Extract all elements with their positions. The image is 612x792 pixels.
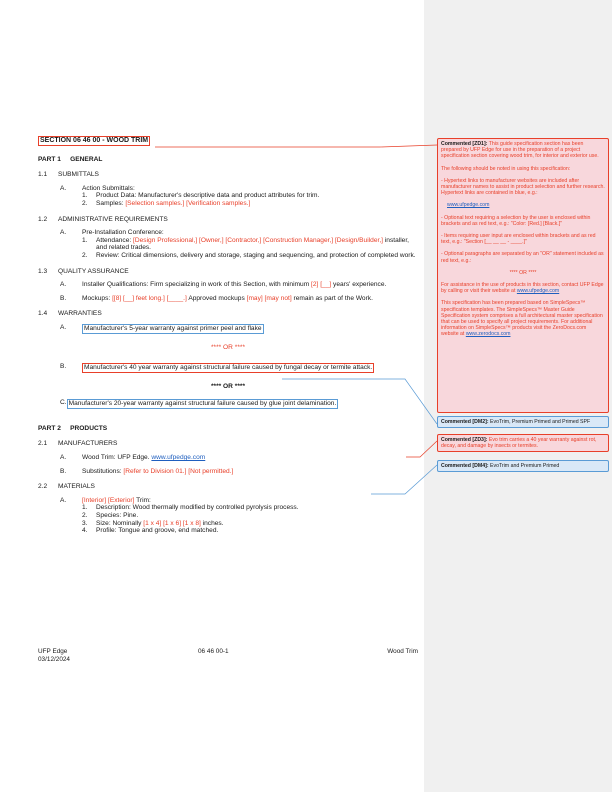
comment-zd1[interactable]: [437, 138, 609, 413]
paragraph-letter: B.: [60, 294, 67, 302]
subparagraph-text: installer, and related trades.: [96, 236, 410, 252]
document-body: [38, 136, 418, 535]
subparagraph: [38, 520, 418, 528]
paragraph-1-3-a: [38, 281, 418, 289]
comment-or-example: **** OR ****: [509, 269, 537, 276]
comment-text: - Hypertext links to manufacturer websites are included after manufacturer names to assist in product selection and further research. Hypertext links are contained in blue, e.g.:: [441, 177, 605, 197]
option-text[interactable]: [1 x 4] [1 x 6] [1 x 8]: [143, 519, 201, 527]
comment-text: - Items requiring user input are enclosed within brackets and as red text, e.g.: "Section [__ __ __ - ____.]": [441, 233, 596, 246]
paragraph-text: remain as part of the Work.: [291, 294, 373, 302]
article-1-3: [38, 268, 418, 276]
paragraph-text: Action Submittals:: [82, 184, 135, 192]
paragraph-letter: A.: [60, 323, 67, 331]
comment-dm4[interactable]: [437, 460, 609, 472]
subparagraph: [38, 200, 418, 208]
subparagraph: [38, 504, 418, 512]
comment-zd3[interactable]: [437, 434, 609, 452]
or-separator: **** OR ****: [210, 343, 246, 351]
paragraph-text: years' experience.: [331, 281, 387, 289]
paragraph-2-1-b: [38, 468, 418, 476]
article-1-2: [38, 216, 418, 224]
commented-text-dm4[interactable]: Manufacturer's 20-year warranty against structural failure caused by glue joint delamination.: [68, 400, 337, 408]
paragraph-2-2-a: [38, 497, 418, 505]
subparagraph-text: Species: Pine.: [96, 512, 139, 520]
paragraph-1-4-a: [38, 324, 418, 334]
comment-text: - Optional text requiring a selection by the user is enclosed within brackets and as red text, e.g.: "Color: [Red.] [Black.]": [441, 214, 591, 227]
subparagraph-text: Description: Wood thermally modified by controlled pyrolysis process.: [96, 504, 299, 512]
page-footer: [38, 648, 418, 663]
part1-heading: [38, 156, 418, 164]
subparagraph: [38, 252, 418, 260]
subparagraph: [38, 192, 418, 200]
paragraph-letter: A.: [60, 496, 67, 504]
article-title: MANUFACTURERS: [58, 440, 118, 448]
article-number: 2.1: [38, 440, 48, 448]
option-text[interactable]: [Refer to Division 01.] [Not permitted.]: [123, 467, 234, 475]
subparagraph-number: 1.: [82, 236, 88, 244]
subparagraph-number: 2.: [82, 199, 88, 207]
article-number: 1.3: [38, 267, 48, 275]
comment-text: This specification has been prepared based on SimpleSpecs™ specification templates. The SimpleSpecs™ Master Guide Specification system comprises a full architectural master specification that can be used to specify all project requirements. For additional information on SimpleSpecs™ products visit the ZeroDocs.com website at: [441, 300, 603, 338]
subparagraph-text: Attendance:: [96, 236, 134, 244]
part1-title: GENERAL: [70, 155, 103, 163]
subparagraph-text: Product Data: Manufacturer's descriptive data and product attributes for trim.: [96, 192, 320, 200]
article-2-2: [38, 483, 418, 491]
article-number: 2.2: [38, 483, 48, 491]
paragraph-text: Mockups:: [82, 294, 113, 302]
paragraph-text: Approved mockups: [186, 294, 247, 302]
comment-text: This guide specification section has been prepared by UFP Edge for use in the preparation of a project specification section covering wood trim, for interior and exterior use.: [441, 141, 599, 160]
paragraph-1-4-b: [38, 363, 418, 373]
paragraph-1-2-a: [38, 229, 418, 237]
paragraph-letter: A.: [60, 184, 67, 192]
comment-text: - Optional paragraphs are separated by an "OR" statement included as red text, e.g.:: [441, 251, 604, 264]
subparagraph: [38, 527, 418, 535]
article-2-1: [38, 440, 418, 448]
paragraph-1-4-c: [38, 399, 418, 409]
comment-label: Commented [DM4]:: [441, 463, 489, 469]
option-text[interactable]: [may] [may not]: [246, 294, 292, 302]
paragraph-letter: B.: [60, 363, 67, 371]
comment-link[interactable]: www.ufpedge.com: [447, 202, 490, 209]
article-title: MATERIALS: [58, 483, 95, 491]
article-title: SUBMITTALS: [58, 171, 99, 179]
subparagraph-number: 1.: [82, 504, 88, 512]
paragraph-text: Substitutions:: [82, 467, 124, 475]
footer-company: UFP Edge: [38, 648, 68, 655]
paragraph-letter: A.: [60, 454, 67, 462]
paragraph-1-3-b: [38, 295, 418, 303]
section-title[interactable]: SECTION 06 46 00 - WOOD TRIM: [40, 137, 149, 144]
subparagraph: [38, 237, 418, 252]
comment-text: EvoTrim, Premium Primed and Primed SPF: [490, 419, 591, 425]
footer-section-title: Wood Trim: [387, 648, 418, 655]
comment-dm2[interactable]: [437, 416, 609, 428]
subparagraph-text: inches.: [200, 519, 224, 527]
paragraph-letter: A.: [60, 229, 67, 237]
comment-link[interactable]: www.zerodocs.com: [465, 331, 511, 338]
or-separator: **** OR ****: [210, 382, 246, 390]
option-text[interactable]: [Selection samples.] [Verification samples.]: [125, 199, 251, 207]
subparagraph-number: 2.: [82, 512, 88, 520]
commented-text-zd3[interactable]: Manufacturer's 40 year warranty against structural failure caused by fungal decay or termite attack.: [84, 364, 373, 372]
subparagraph-text: Samples:: [96, 199, 126, 207]
commented-text-dm2[interactable]: Manufacturer's 5-year warranty against primer peel and flake: [84, 324, 262, 332]
paragraph-text: Pre-Installation Conference:: [82, 229, 164, 237]
article-1-1: [38, 171, 418, 179]
comment-label: Commented [DM2]:: [441, 419, 489, 425]
footer-page-number: 06 46 00-1: [198, 648, 229, 655]
paragraph-letter: B.: [60, 467, 67, 475]
subparagraph-text: Review: Critical dimensions, delivery and storage, staging and sequencing, and protection of completed work.: [96, 251, 416, 259]
paragraph-1-1-a: [38, 185, 418, 193]
part2-number: PART 2: [38, 424, 61, 432]
article-number: 1.1: [38, 171, 48, 179]
option-text[interactable]: [2] [__]: [311, 281, 332, 289]
paragraph-letter: A.: [60, 281, 67, 289]
article-1-4: [38, 310, 418, 318]
comment-label: Commented [ZD1]:: [441, 141, 488, 147]
comment-text: EvoTrim and Premium Primed: [490, 463, 560, 469]
article-title: WARRANTIES: [58, 310, 102, 318]
part1-number: PART 1: [38, 155, 61, 163]
subparagraph-number: 1.: [82, 192, 88, 200]
paragraph-letter: C.: [60, 399, 67, 407]
paragraph-text: Trim:: [134, 496, 151, 504]
option-text[interactable]: [[8] [__] feet long.] [____.]: [112, 294, 187, 302]
paragraph-text: Installer Qualifications: Firm specializing in work of this Section, with minimum: [82, 281, 312, 289]
paragraph-text: Wood Trim: UFP Edge.: [82, 454, 152, 462]
article-title: QUALITY ASSURANCE: [58, 267, 129, 275]
article-number: 1.4: [38, 310, 48, 318]
comment-link[interactable]: www.ufpedge.com: [516, 288, 560, 295]
subparagraph: [38, 512, 418, 520]
article-title: ADMINISTRATIVE REQUIREMENTS: [58, 215, 168, 223]
comment-label: Commented [ZD3]:: [441, 437, 488, 443]
subparagraph-number: 4.: [82, 527, 88, 535]
article-number: 1.2: [38, 215, 48, 223]
comment-text: For assistance in the use of products in this section, contact UFP Edge by calling or visit their website at: [441, 282, 604, 295]
comment-text: Evo trim carries a 40 year warranty against rot, decay, and damage by insects or termites.: [441, 437, 597, 450]
subparagraph-number: 2.: [82, 251, 88, 259]
comment-text: The following should be noted in using this specification:: [441, 165, 571, 172]
option-text[interactable]: [Interior] [Exterior]: [82, 496, 135, 504]
footer-date: 03/12/2024: [38, 655, 70, 663]
subparagraph-text: Profile: Tongue and groove, end matched.: [96, 527, 219, 535]
subparagraph-number: 3.: [82, 519, 88, 527]
paragraph-2-1-a: [38, 454, 418, 462]
part2-heading: [38, 425, 418, 433]
option-text[interactable]: [Design Professional,] [Owner,] [Contractor,] [Construction Manager,] [Design/Builder,]: [133, 236, 383, 244]
subparagraph-text: Size: Nominally: [96, 519, 144, 527]
manufacturer-link[interactable]: www.ufpedge.com: [151, 454, 206, 462]
part2-title: PRODUCTS: [70, 424, 108, 432]
